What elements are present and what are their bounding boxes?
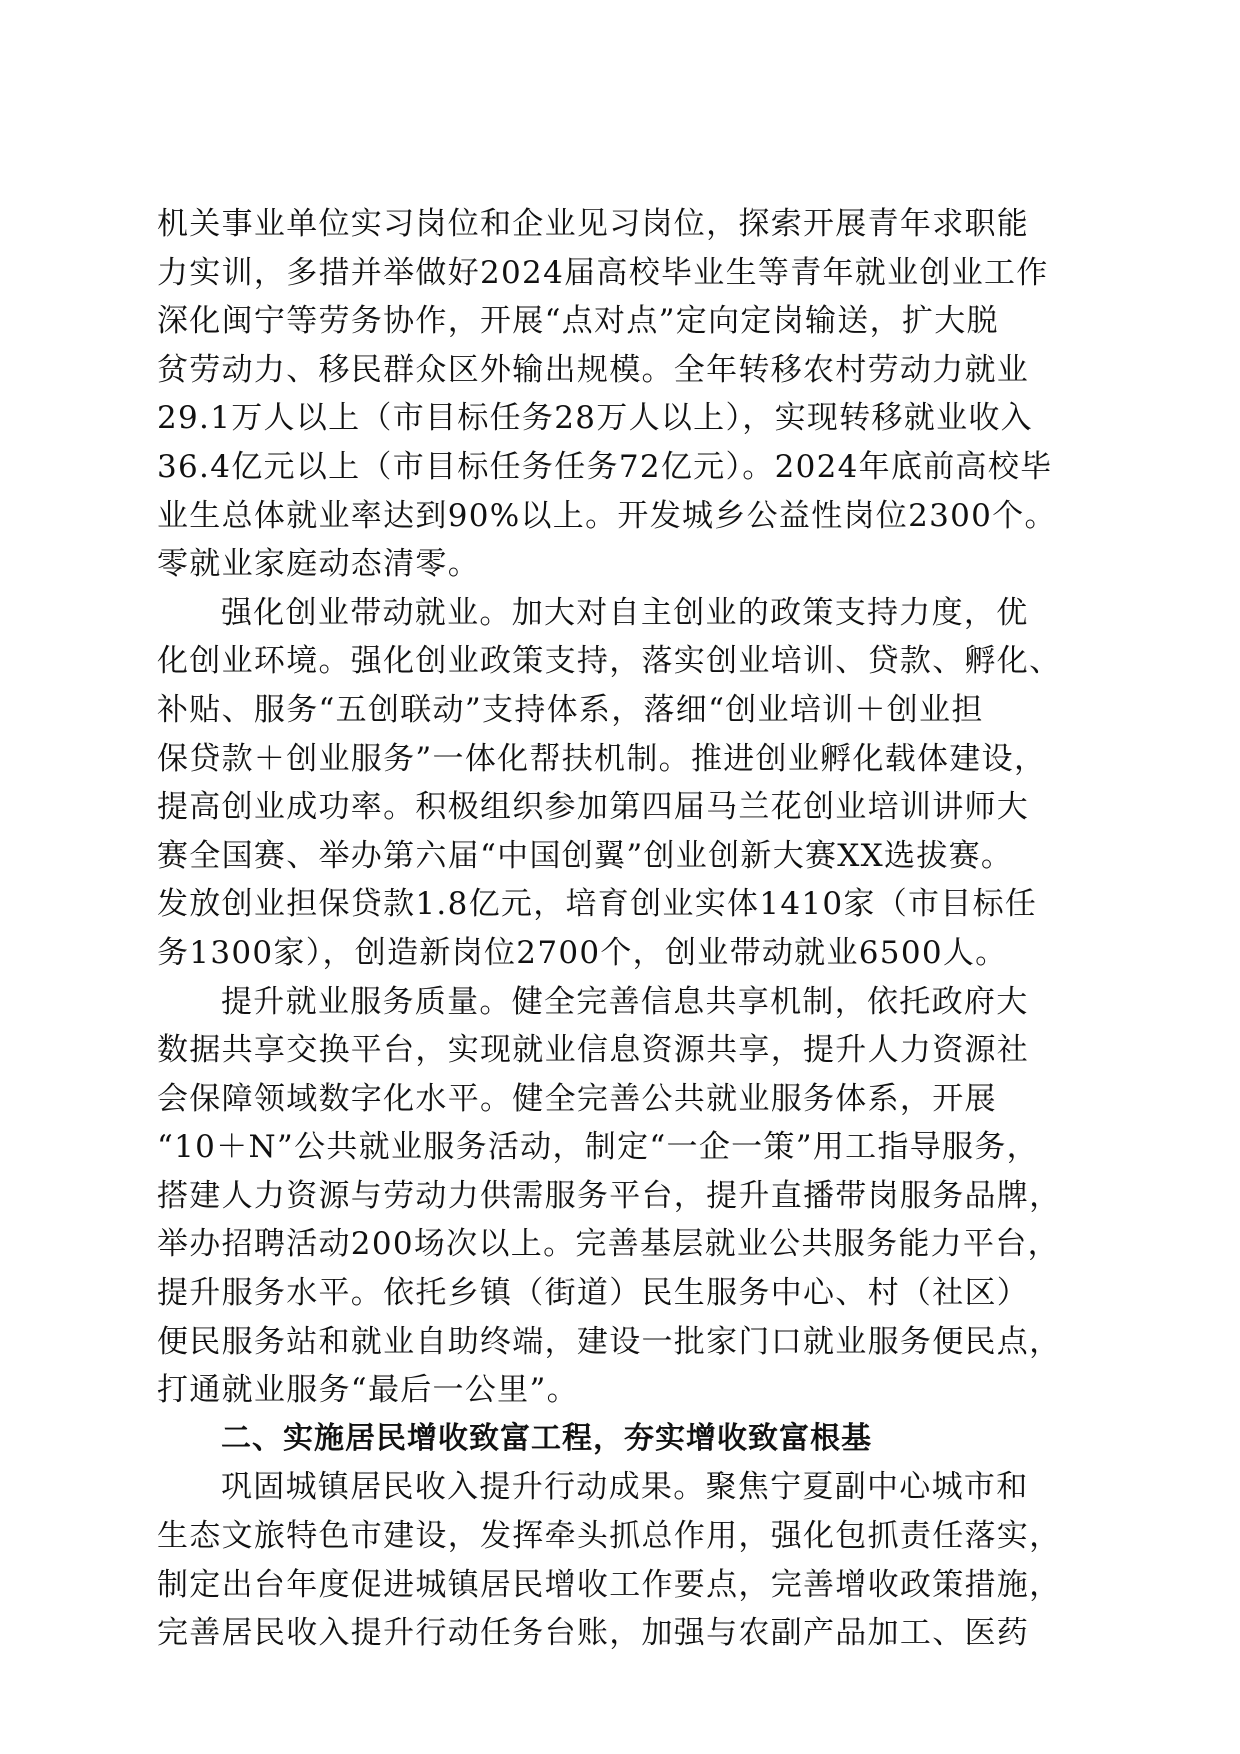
text-line: “10＋N”公共就业服务活动，制定“一企一策”用工指导服务， [157, 1129, 1039, 1166]
text-line: 发放创业担保贷款1.8亿元，培育创业实体1410家（市目标任 [157, 886, 1038, 923]
text-line: 补贴、服务“五创联动”支持体系，落细“创业培训＋创业担 [157, 691, 984, 728]
text-line: 贫劳动力、移民群众区外输出规模。全年转移农村劳动力就业 [157, 351, 1030, 388]
text-line: 零就业家庭动态清零。 [157, 546, 480, 583]
paragraph-start-line: 强化创业带动就业。加大对自主创业的政策支持力度，优 [221, 594, 1029, 631]
document-page [157, 200, 1087, 1658]
paragraph-start-line: 提升就业服务质量。健全完善信息共享机制，依托政府大 [221, 983, 1029, 1020]
text-line: 举办招聘活动200场次以上。完善基层就业公共服务能力平台， [157, 1226, 1060, 1263]
text-line: 打通就业服务“最后一公里”。 [157, 1372, 579, 1409]
text-line: 制定出台年度促进城镇居民增收工作要点，完善增收政策措施， [157, 1566, 1062, 1603]
text-line: 提升服务水平。依托乡镇（街道）民生服务中心、村（社区） [157, 1275, 1030, 1312]
section-heading: 二、实施居民增收致富工程，夯实增收致富根基 [221, 1420, 872, 1456]
text-line: 便民服务站和就业自助终端，建设一批家门口就业服务便民点， [157, 1323, 1062, 1360]
text-line: 深化闽宁等劳务协作，开展“点对点”定向定岗输送，扩大脱 [157, 303, 999, 340]
text-line: 业生总体就业率达到90%以上。开发城乡公益性岗位2300个。 [157, 497, 1057, 534]
paragraph-start-line: 巩固城镇居民收入提升行动成果。聚焦宁夏副中心城市和 [221, 1469, 1029, 1506]
text-line: 搭建人力资源与劳动力供需服务平台，提升直播带岗服务品牌， [157, 1177, 1062, 1214]
text-line: 29.1万人以上（市目标任务28万人以上），实现转移就业收入 [157, 400, 1033, 437]
text-line: 机关事业单位实习岗位和企业见习岗位，探索开展青年求职能 [157, 206, 1030, 242]
text-line: 36.4亿元以上（市目标任务任务72亿元）。2024年底前高校毕 [157, 448, 1053, 485]
text-line: 数据共享交换平台，实现就业信息资源共享，提升人力资源社 [157, 1032, 1030, 1069]
text-line: 力实训，多措并举做好2024届高校毕业生等青年就业创业工作 [157, 254, 1049, 291]
text-line: 完善居民收入提升行动任务台账，加强与农副产品加工、医药 [157, 1615, 1030, 1652]
text-line: 会保障领域数字化水平。健全完善公共就业服务体系，开展 [157, 1080, 997, 1117]
text-line: 保贷款＋创业服务”一体化帮扶机制。推进创业孵化载体建设， [157, 740, 1047, 777]
text-line: 务1300家），创造新岗位2700个，创业带动就业6500人。 [157, 934, 1008, 971]
text-line: 生态文旅特色市建设，发挥牵头抓总作用，强化包抓责任落实， [157, 1518, 1062, 1555]
text-line: 赛全国赛、举办第六届“中国创翼”创业创新大赛XX选拔赛。 [157, 837, 1014, 874]
text-line: 提高创业成功率。积极组织参加第四届马兰花创业培训讲师大 [157, 789, 1030, 826]
text-line: 化创业环境。强化创业政策支持，落实创业培训、贷款、孵化、 [157, 643, 1062, 680]
